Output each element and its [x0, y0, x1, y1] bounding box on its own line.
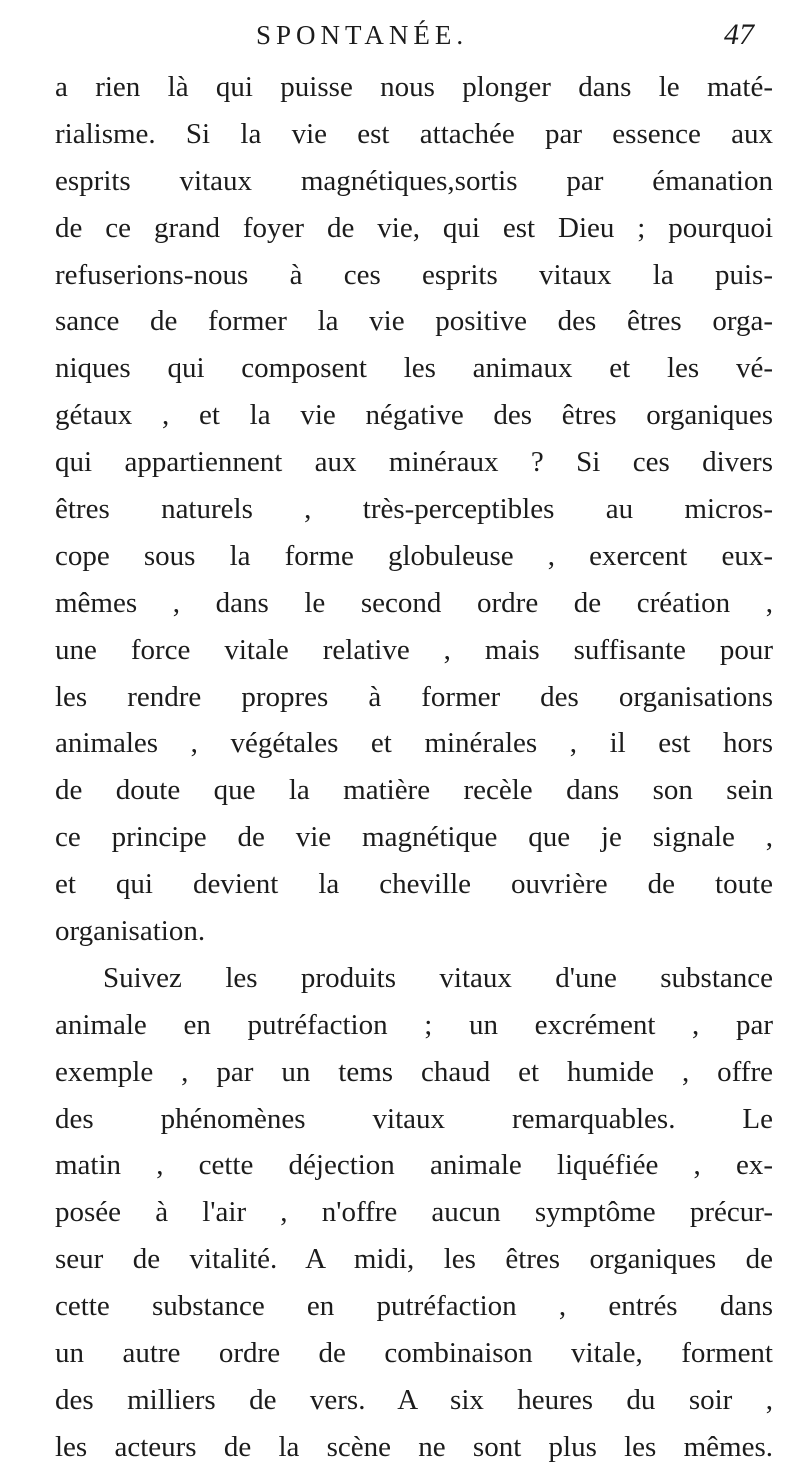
text-line: de ce grand foyer de vie, qui est Dieu ; pourquoi — [55, 211, 773, 244]
text-line: mêmes , dans le second ordre de création , — [55, 586, 773, 619]
text-line: seur de vitalité. A midi, les êtres organiques de — [55, 1243, 773, 1276]
paragraph-end-line: organisation. — [55, 915, 206, 948]
body-text — [55, 64, 773, 1471]
text-line: gétaux , et la vie négative des êtres organiques — [55, 399, 773, 432]
text-line: qui appartiennent aux minéraux ? Si ces divers — [55, 446, 773, 479]
text-line: animale en putréfaction ; un excrément , par — [55, 1008, 773, 1041]
text-line: matin , cette déjection animale liquéfiée , ex- — [55, 1149, 773, 1182]
text-line: sance de former la vie positive des êtres orga- — [55, 305, 773, 338]
text-line: esprits vitaux magnétiques,sortis par émanation — [55, 164, 773, 197]
text-line: posée à l'air , n'offre aucun symptôme précur- — [55, 1196, 773, 1229]
text-line: et qui devient la cheville ouvrière de toute — [55, 868, 773, 901]
text-line: refuserions-nous à ces esprits vitaux la puis- — [55, 258, 773, 291]
paragraph-start-line: Suivez les produits vitaux d'une substance — [103, 961, 773, 994]
text-line: ce principe de vie magnétique que je signale , — [55, 821, 773, 854]
text-line: des milliers de vers. A six heures du soir , — [55, 1383, 773, 1416]
text-line: de doute que la matière recèle dans son sein — [55, 774, 773, 807]
text-line: êtres naturels , très-perceptibles au micros- — [55, 493, 773, 526]
page-number: 47 — [724, 18, 754, 51]
text-line: cope sous la forme globuleuse , exercent eux- — [55, 539, 773, 572]
text-line: animales , végétales et minérales , il est hors — [55, 727, 773, 760]
running-head — [60, 14, 760, 62]
text-line: les acteurs de la scène ne sont plus les mêmes. — [55, 1430, 773, 1463]
text-line: a rien là qui puisse nous plonger dans le maté- — [55, 71, 773, 103]
text-line: niques qui composent les animaux et les vé- — [55, 352, 773, 385]
text-line: des phénomènes vitaux remarquables. Le — [55, 1102, 773, 1135]
text-line: un autre ordre de combinaison vitale, forment — [55, 1337, 773, 1370]
text-line: exemple , par un tems chaud et humide , offre — [55, 1055, 773, 1088]
text-line: une force vitale relative , mais suffisante pour — [55, 633, 773, 666]
text-line: cette substance en putréfaction , entrés dans — [55, 1290, 773, 1323]
text-line: les rendre propres à former des organisations — [55, 680, 773, 713]
text-line: rialisme. Si la vie est attachée par essence aux — [55, 117, 773, 150]
running-title: SPONTANÉE. — [256, 20, 469, 50]
